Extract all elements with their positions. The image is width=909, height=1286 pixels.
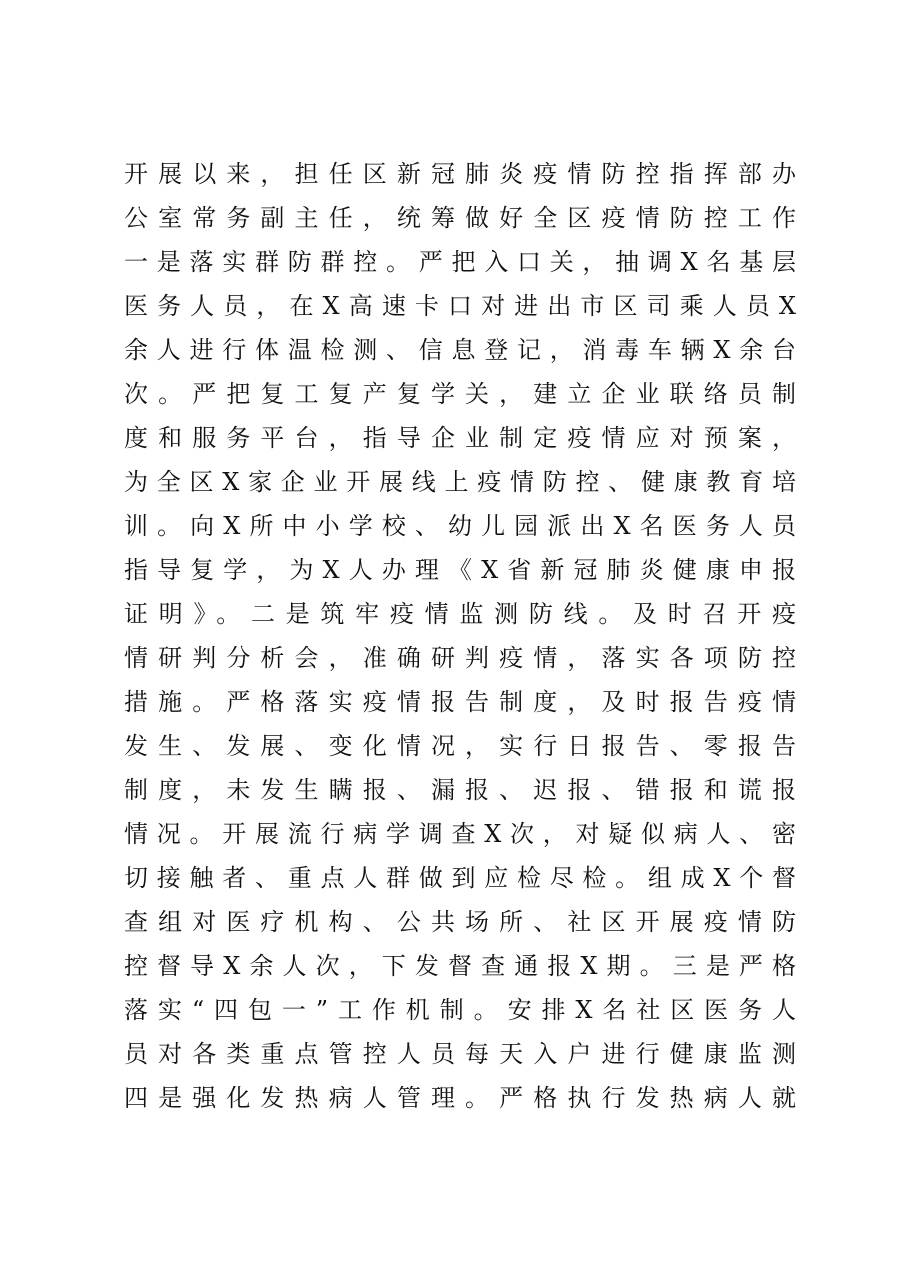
- text-line: 为全区X家企业开展线上疫情防控、健康教育培: [124, 468, 796, 496]
- text-line: 次。严把复工复产复学关，建立企业联络员制: [124, 380, 796, 408]
- body-text: [124, 152, 796, 1120]
- text-line: 一是落实群防群控。严把入口关，抽调X名基层: [124, 248, 796, 276]
- text-line: 公室常务副主任，统筹做好全区疫情防控工作: [124, 204, 796, 232]
- text-line: 制度，未发生瞒报、漏报、迟报、错报和谎报: [124, 776, 796, 804]
- text-line: 指导复学，为X人办理《X省新冠肺炎健康申报: [124, 556, 796, 584]
- text-line: 查组对医疗机构、公共场所、社区开展疫情防: [124, 908, 796, 936]
- text-line: 控督导X余人次，下发督查通报X期。三是严格: [124, 952, 796, 980]
- text-line: 落实“四包一”工作机制。安排X名社区医务人: [124, 996, 796, 1024]
- text-line: 发生、发展、变化情况，实行日报告、零报告: [124, 732, 796, 760]
- text-line: 四是强化发热病人管理。严格执行发热病人就: [124, 1084, 796, 1112]
- text-line: 余人进行体温检测、信息登记，消毒车辆X余台: [124, 336, 796, 364]
- text-line: 员对各类重点管控人员每天入户进行健康监测: [124, 1040, 796, 1068]
- text-line: 措施。严格落实疫情报告制度，及时报告疫情: [124, 688, 796, 716]
- text-line: 切接触者、重点人群做到应检尽检。组成X个督: [124, 864, 796, 892]
- text-line: 情况。开展流行病学调查X次，对疑似病人、密: [124, 820, 796, 848]
- text-line: 训。向X所中小学校、幼儿园派出X名医务人员: [124, 512, 796, 540]
- text-line: 证明》。二是筑牢疫情监测防线。及时召开疫: [124, 600, 796, 628]
- text-line: 度和服务平台，指导企业制定疫情应对预案，: [124, 424, 796, 452]
- text-line: 开展以来，担任区新冠肺炎疫情防控指挥部办: [124, 160, 796, 188]
- text-line: 情研判分析会，准确研判疫情，落实各项防控: [124, 644, 796, 672]
- text-line: 医务人员，在X高速卡口对进出市区司乘人员X: [124, 292, 796, 320]
